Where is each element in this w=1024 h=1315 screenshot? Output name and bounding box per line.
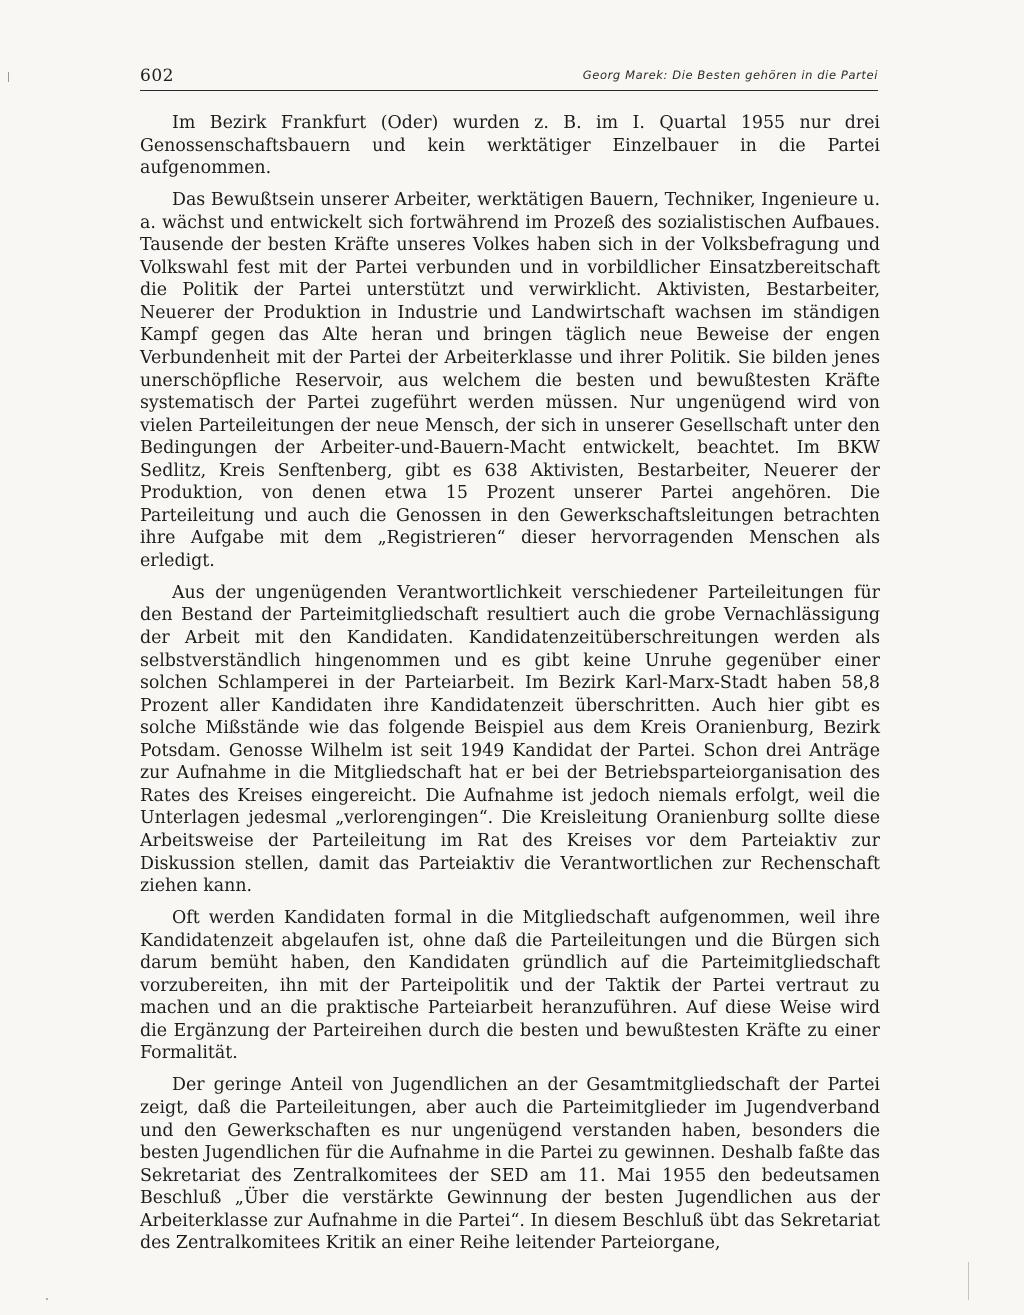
scan-mark-left-bottom bbox=[46, 1298, 48, 1300]
scan-mark-left-top bbox=[8, 72, 9, 82]
running-title: Georg Marek: Die Besten gehören in die Partei bbox=[582, 68, 878, 82]
paragraph: Oft werden Kandidaten formal in die Mitgliedschaft aufgenommen, weil ihre Kandidatenzeit abgelaufen ist, ohne daß die Parteileitungen und die Bürgen sich darum bemüht haben, den Kandidaten gründlich auf die Parteimitgliedschaft vorzubereiten, ihn mit der Parteipolitik und der Taktik der Partei vertraut zu machen und an die praktische Parteiarbeit heranzuführen. Auf diese Weise wird die Ergänzung der Parteireihen durch die besten und bewußtesten Kräfte zu einer Formalität. bbox=[140, 908, 880, 1064]
paragraph: Der geringe Anteil von Jugendlichen an der Gesamtmitgliedschaft der Partei zeigt, daß die Parteileitungen, aber auch die Parteimitglieder im Jugendverband und den Gewerkschaften es nur ungenügend verstanden haben, besonders die besten Jugendlichen für die Aufnahme in die Partei zu gewinnen. Deshalb faßte das Sekretariat des Zentralkomitees der SED am 11. Mai 1955 den bedeutsamen Beschluß „Über die verstärkte Gewinnung der besten Jugendlichen aus der Arbeiterklasse zur Aufnahme in die Partei“. In diesem Beschluß übt das Sekretariat des Zentralkomitees Kritik an einer Reihe leitender Parteiorgane, bbox=[140, 1075, 880, 1254]
paragraph: Das Bewußtsein unserer Arbeiter, werktätigen Bauern, Techniker, Ingenieure u. a. wächst und entwickelt sich fortwährend im Prozeß des sozialistischen Aufbaues. Tausende der besten Kräfte unseres Volkes haben sich in der Volksbefragung und Volkswahl fest mit der Partei verbunden und in vorbildlicher Einsatzbereitschaft die Politik der Partei unterstützt und verwirklicht. Aktivisten, Bestarbeiter, Neuerer der Produktion in Industrie und Landwirtschaft wachsen im ständigen Kampf gegen das Alte heran und bringen täglich neue Beweise der engen Verbundenheit mit der Partei der Arbeiterklasse und ihrer Politik. Sie bilden jenes unerschöpfliche Reservoir, aus welchem die besten und bewußtesten Kräfte systematisch der Partei zugeführt werden müssen. Nur ungenügend wird von vielen Parteileitungen der neue Mensch, der sich in unserer Gesellschaft unter den Bedingungen der Arbeiter-und-Bauern-Macht entwickelt, beachtet. Im BKW Sedlitz, Kreis Senftenberg, gibt es 638 Aktivisten, Bestarbeiter, Neuerer der Produktion, von denen etwa 15 Prozent unserer Partei angehören. Die Parteileitung und auch die Genossen in den Gewerkschaftsleitungen betrachten ihre Aufgabe mit dem „Registrieren“ dieser hervorragenden Menschen als erledigt. bbox=[140, 190, 880, 571]
paragraph: Aus der ungenügenden Verantwortlichkeit verschiedener Parteileitungen für den Bestand der Parteimitgliedschaft resultiert auch die grobe Vernachlässigung der Arbeit mit den Kandidaten. Kandidatenzeitüberschreitungen werden als selbstverständlich hingenommen und es gibt keine Unruhe gegenüber einer solchen Schlamperei in der Parteiarbeit. Im Bezirk Karl-Marx-Stadt haben 58,8 Prozent aller Kandidaten ihre Kandidatenzeit überschritten. Auch hier gibt es solche Mißstände wie das folgende Beispiel aus dem Kreis Oranienburg, Bezirk Potsdam. Genosse Wilhelm ist seit 1949 Kandidat der Partei. Schon drei Anträge zur Aufnahme in die Mitgliedschaft hat er bei der Betriebsparteiorganisation des Rates des Kreises eingereicht. Die Aufnahme ist jedoch niemals erfolgt, weil die Unterlagen jedesmal „verlorengingen“. Die Kreisleitung Oranienburg sollte diese Arbeitsweise der Parteileitung im Rat des Kreises vor dem Parteiaktiv zur Diskussion stellen, damit das Parteiaktiv die Verantwortlichen zur Rechenschaft ziehen kann. bbox=[140, 582, 880, 897]
paragraph: Im Bezirk Frankfurt (Oder) wurden z. B. im I. Quartal 1955 nur drei Genossenschaftsbauern und kein werktätiger Einzelbauer in die Partei aufgenommen. bbox=[140, 113, 880, 179]
page-number: 602 bbox=[140, 66, 174, 86]
running-header bbox=[140, 60, 878, 91]
body-text bbox=[140, 112, 880, 1255]
scan-mark-right-bottom bbox=[968, 1262, 969, 1300]
